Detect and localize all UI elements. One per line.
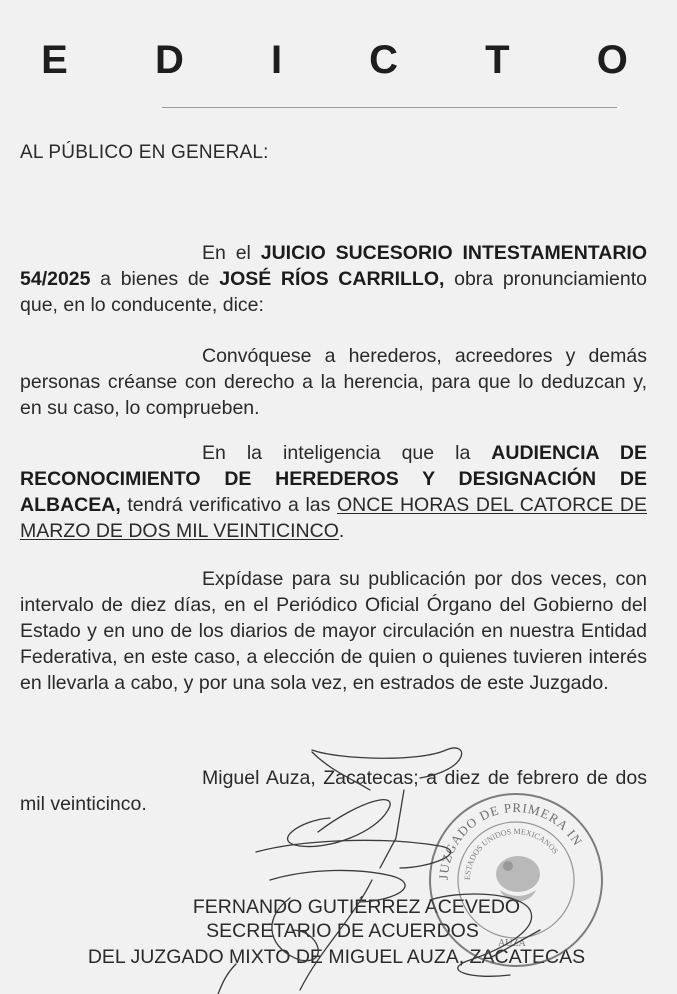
document-title: E D I C T O (41, 38, 666, 82)
signer-name: FERNANDO GUTIÉRREZ ACEVEDO (192, 896, 521, 918)
text-segment: obra pronunciamiento que, en lo conducente, dice: (20, 268, 647, 316)
text-segment: a bienes de (90, 268, 220, 290)
bold-segment: AUDIENCIA DE RECONOCIMIENTO DE HEREDEROS Y DESIGNACIÓN DE ALBACEA, (20, 442, 647, 516)
paragraph-summons (20, 343, 647, 421)
paragraph-place-date (20, 765, 647, 817)
text-segment: Expídase para su publicación por dos veces, con intervalo de diez días, en el Periódico Oficial Órgano del Gobierno del Estado y en uno de los diarios de mayor circulación en nuestra Entidad Federativa, en este caso, a elección de quien o quienes tuvieren interés en llevarla a cabo, y por una sola vez, en estrados de este Juzgado. (20, 568, 647, 694)
text-segment: En la inteligencia que la (202, 442, 492, 464)
seal-inner-text: ESTADOS UNIDOS MEXICANOS (462, 826, 560, 881)
bold-segment: JUICIO SUCESORIO INTESTAMENTARIO 54/2025 (20, 242, 647, 290)
text-segment: Convóquese a herederos, acreedores y demás personas créanse con derecho a la herencia, para que lo deduzcan y, en su caso, lo comprueben. (20, 345, 647, 419)
seal-top-text: JUZGADO DE PRIMERA IN (435, 799, 586, 881)
bold-segment: JOSÉ RÍOS CARRILLO, (219, 268, 445, 290)
salutation: AL PÚBLICO EN GENERAL: (20, 142, 269, 163)
svg-text:ESTADOS UNIDOS MEXICANOS (463, 827, 560, 880)
paragraph-trial (20, 240, 647, 318)
signer-court: DEL JUZGADO MIXTO DE MIGUEL AUZA, ZACATECAS (87, 946, 586, 968)
title-divider (162, 107, 617, 108)
underlined-date: ONCE HORAS DEL CATORCE DE MARZO DE DOS MIL VEINTICINCO (20, 494, 647, 542)
signer-role: SECRETARIO DE ACUERDOS (206, 920, 479, 942)
text-segment: tendrá verificativo a las (120, 494, 338, 516)
text-segment: Miguel Auza, Zacatecas; a diez de febrero de dos mil veinticinco. (20, 767, 647, 815)
paragraph-publication (20, 566, 647, 696)
paragraph-hearing (20, 440, 647, 544)
text-segment: . (338, 520, 345, 542)
seal-bottom-text: AUZA (498, 938, 526, 949)
text-segment: En el (202, 242, 261, 264)
